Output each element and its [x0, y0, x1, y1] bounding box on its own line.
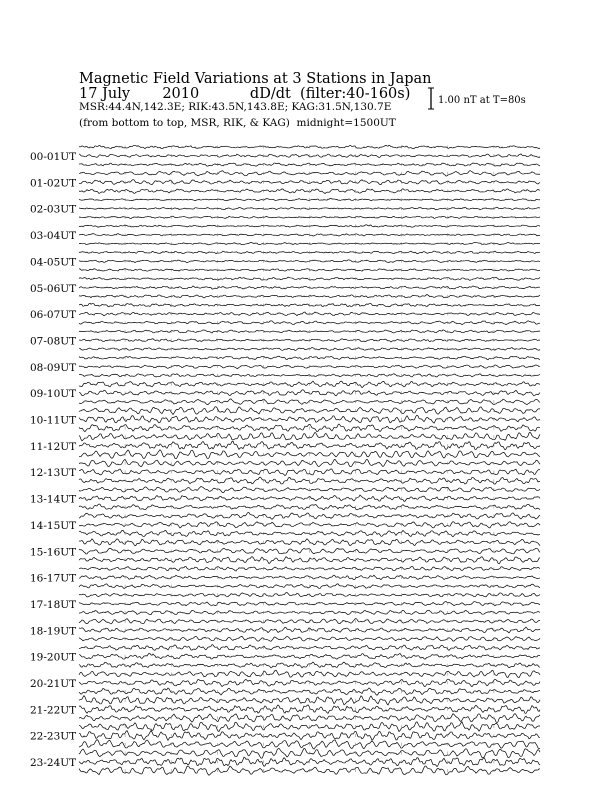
hour-label: 19-20UT	[30, 651, 77, 664]
hour-label: 05-06UT	[30, 282, 77, 295]
hour-label: 14-15UT	[30, 519, 77, 532]
chart-title: Magnetic Field Variations at 3 Stations in Japan	[79, 71, 432, 87]
filter: (filter:40-160s)	[300, 86, 411, 102]
hour-label: 06-07UT	[30, 309, 77, 322]
hour-label: 02-03UT	[30, 203, 77, 216]
hour-label: 15-16UT	[30, 546, 77, 559]
hour-label: 16-17UT	[30, 572, 77, 585]
component: dD/dt	[249, 86, 291, 102]
hour-label: 01-02UT	[30, 177, 77, 190]
hour-label: 21-22UT	[30, 704, 77, 717]
hour-label: 09-10UT	[30, 388, 77, 401]
scale-label: 1.00 nT at T=80s	[438, 95, 526, 106]
date: 17 July	[79, 86, 131, 102]
hour-label: 12-13UT	[30, 467, 77, 480]
midnight-note: midnight=1500UT	[296, 117, 396, 129]
hour-label: 18-19UT	[30, 625, 77, 638]
hour-label: 22-23UT	[30, 730, 77, 743]
hour-label: 20-21UT	[30, 678, 77, 690]
hour-label: 13-14UT	[30, 493, 77, 506]
hour-label: 07-08UT	[30, 335, 77, 348]
order-note: (from bottom to top, MSR, RIK, & KAG)	[79, 117, 290, 129]
hour-label: 08-09UT	[30, 361, 77, 374]
station-coordinates: MSR:44.4N,142.3E; RIK:43.5N,143.8E; KAG:31.5N,130.7E	[79, 101, 392, 113]
hour-label: 00-01UT	[30, 151, 77, 163]
hour-label: 11-12UT	[30, 440, 77, 453]
hour-label: 10-11UT	[30, 414, 77, 427]
hour-label: 03-04UT	[30, 230, 77, 243]
hour-label: 17-18UT	[30, 598, 77, 611]
year: 2010	[162, 86, 200, 102]
hour-label: 04-05UT	[30, 256, 77, 269]
hour-label: 23-24UT	[30, 757, 77, 770]
